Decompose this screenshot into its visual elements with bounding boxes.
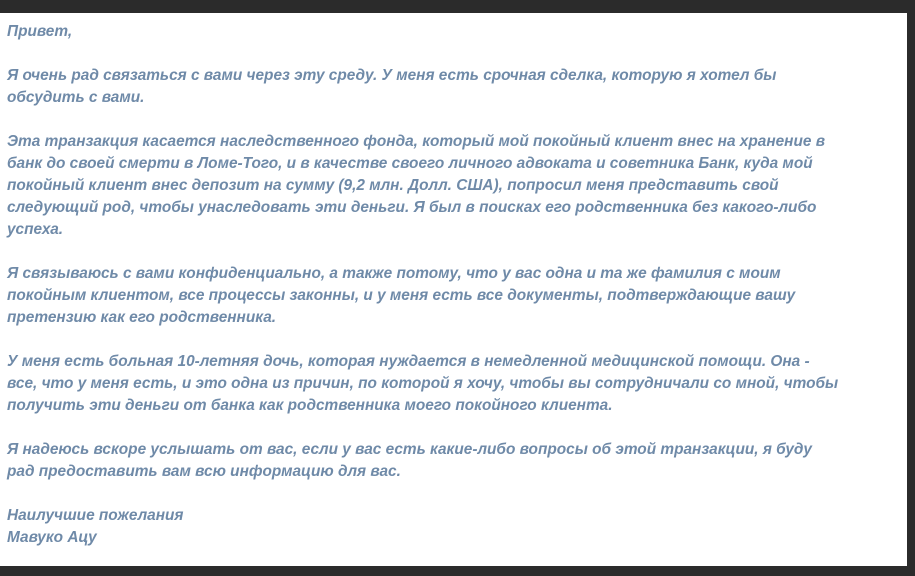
- text-line: успеха.: [7, 221, 64, 238]
- text-line: претензию как его родственника.: [7, 309, 277, 326]
- text-line: У меня есть больная 10-летняя дочь, которая нуждается в немедленной медицинской помощи. Она -: [7, 353, 810, 370]
- text-line: Я связываюсь с вами конфиденциально, а также потому, что у вас одна и та же фамилия с моим: [7, 265, 781, 282]
- text-line: Эта транзакция касается наследственного фонда, который мой покойный клиент внес на хранение в: [7, 133, 826, 150]
- text-line: покойным клиентом, все процессы законны, и у меня есть все документы, подтверждающие вашу: [7, 287, 796, 304]
- text-line: следующий род, чтобы унаследовать эти деньги. Я был в поисках его родственника без какого-либо: [7, 199, 817, 216]
- greeting: [7, 21, 899, 43]
- text-line: Я надеюсь вскоре услышать от вас, если у вас есть какие-либо вопросы об этой транзакции, я буду: [7, 441, 812, 458]
- paragraph-hope: [7, 439, 899, 483]
- paragraph-confidential: [7, 263, 899, 329]
- text-line: банк до своей смерти в Ломе-Того, и в качестве своего личного адвоката и советника Банк, куда мой: [7, 155, 813, 172]
- text-line: все, что у меня есть, и это одна из причин, по которой я хочу, чтобы вы сотрудничали со мной, чтобы: [7, 375, 839, 392]
- signature: Мавуко Ацу: [7, 529, 97, 546]
- text-line: Я очень рад связаться с вами через эту среду. У меня есть срочная сделка, которую я хотел бы: [7, 67, 777, 84]
- paragraph-daughter: [7, 351, 899, 417]
- text-line: рад предоставить вам всю информацию для вас.: [7, 463, 401, 480]
- sign-off: [7, 505, 899, 549]
- letter-body: [7, 21, 899, 549]
- closing: Наилучшие пожелания: [7, 507, 184, 524]
- text-line: покойный клиент внес депозит на сумму (9,2 млн. Долл. США), попросил меня представить свой: [7, 177, 779, 194]
- letter-sheet: [0, 13, 907, 566]
- paragraph-intro: [7, 65, 899, 109]
- text-line: получить эти деньги от банка как родственника моего покойного клиента.: [7, 397, 613, 414]
- text-line: обсудить с вами.: [7, 89, 145, 106]
- paragraph-transaction: [7, 131, 899, 241]
- greeting-line: Привет,: [7, 23, 73, 40]
